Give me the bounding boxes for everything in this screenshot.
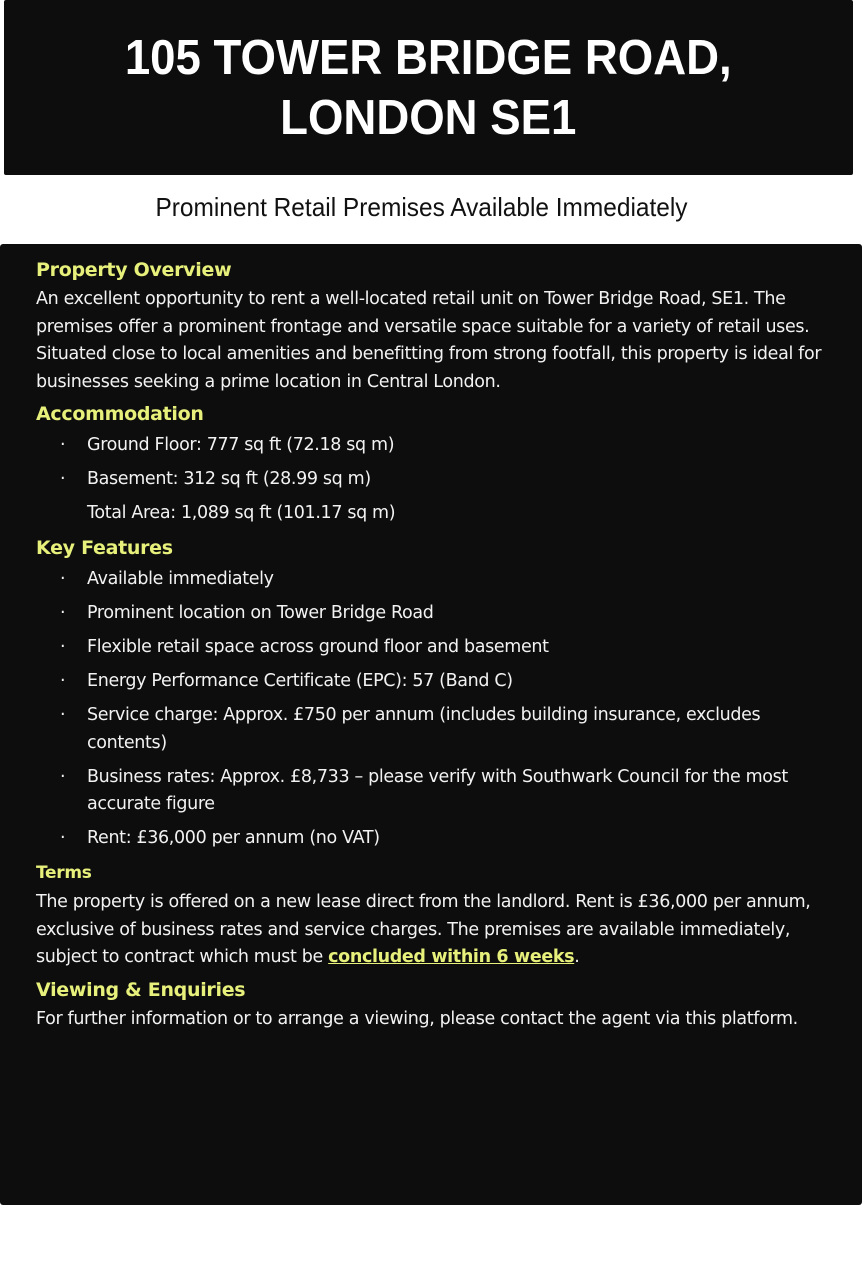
accommodation-list [36,432,832,528]
bullet-icon: · [60,828,66,848]
bullet-icon: · [60,705,66,725]
list-item [36,764,832,819]
list-item [36,566,832,594]
list-item-text: Prominent location on Tower Bridge Road [87,603,434,623]
bullet-icon: · [60,569,66,589]
bullet-icon: · [60,603,66,623]
list-item [36,702,832,757]
terms-deadline-highlight: concluded within 6 weeks [328,947,575,967]
section-title-terms: Terms [36,863,92,883]
section-title-overview: Property Overview [36,259,232,281]
terms-text [36,889,832,972]
section-title-accommodation: Accommodation [36,403,204,425]
terms-text-main: The property is offered on a new lease direct from the landlord. Rent is £36,000 per annum, exclusive of business rates and service charges. The premises are available immediately, subject to contract which must be [36,892,811,967]
list-item-text: Available immediately [87,569,274,589]
list-item-text: Rent: £36,000 per annum (no VAT) [87,828,380,848]
bullet-icon: · [60,435,66,455]
list-item-text: Total Area: 1,089 sq ft (101.17 sq m) [87,503,396,523]
section-title-features: Key Features [36,537,173,559]
list-item [36,466,832,494]
details-panel [0,244,862,1205]
overview-text: An excellent opportunity to rent a well-located retail unit on Tower Bridge Road, SE1. The premises offer a prominent frontage and versatile space suitable for a variety of retail uses. Situated close to local amenities and benefitting from strong footfall, this property is ideal for businesses seeking a prime location in Central London. [36,289,822,392]
viewing-text: For further information or to arrange a viewing, please contact the agent via this platform. [36,1008,798,1029]
bullet-icon: · [60,637,66,657]
list-item [36,825,832,853]
list-item-text: Service charge: Approx. £750 per annum (includes building insurance, excludes contents) [87,705,761,753]
list-item [36,668,832,696]
list-item [36,432,832,460]
page-title [125,28,732,148]
bullet-icon: · [60,766,66,787]
list-item-text: Ground Floor: 777 sq ft (72.18 sq m) [87,435,395,455]
section-title-viewing: Viewing & Enquiries [36,978,246,1001]
bullet-icon: · [60,469,66,489]
title-banner [4,0,853,175]
list-item [36,634,832,662]
list-item-text: Flexible retail space across ground floor and basement [87,637,549,657]
list-item [36,500,832,528]
features-list [36,566,832,853]
bullet-icon: · [60,671,66,691]
list-item [36,600,832,628]
title-line-2: LONDON SE1 [280,90,577,145]
list-item-text: Energy Performance Certificate (EPC): 57 (Band C) [87,671,513,691]
list-item-text: Basement: 312 sq ft (28.99 sq m) [87,469,371,489]
terms-text-end: . [574,947,580,967]
list-item-text: Business rates: Approx. £8,733 – please verify with Southwark Council for the most accurate figure [87,766,788,814]
subtitle: Prominent Retail Premises Available Immediately [155,192,688,222]
title-line-1: 105 TOWER BRIDGE ROAD, [125,30,732,85]
